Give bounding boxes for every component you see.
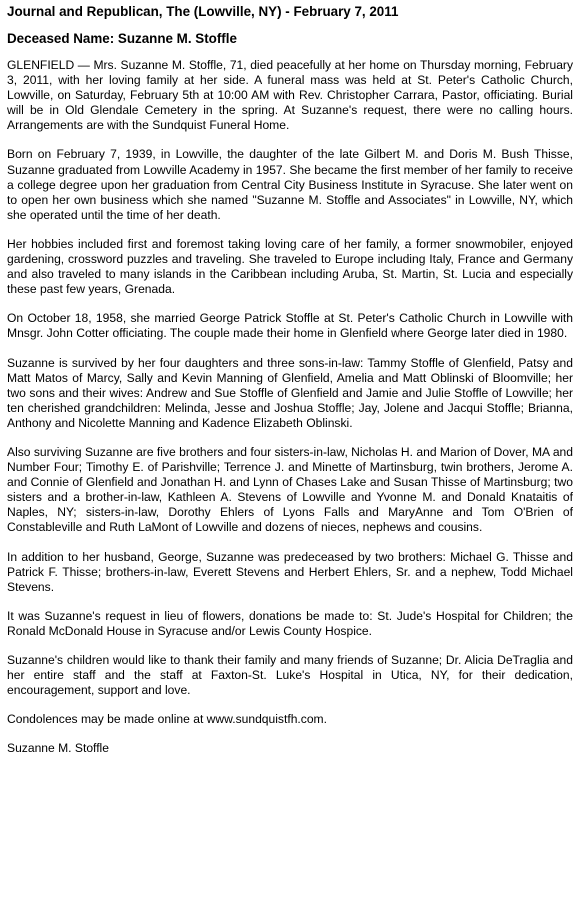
paragraph-condolences: Condolences may be made online at www.sundquistfh.com. [7, 712, 327, 727]
paragraph-donations: It was Suzanne's request in lieu of flowers, donations be made to: St. Jude's Hospital for Children; the Ronald McDonald House in Syracuse and/or Lewis County Hospice. [7, 608, 573, 638]
signature: Suzanne M. Stoffle [7, 741, 109, 756]
paragraph-hobbies: Her hobbies included first and foremost taking loving care of her family, a former snowmobiler, enjoyed gardening, crossword puzzles and traveling. She traveled to Europe including Italy, France and Germany and also traveled to many islands in the Caribbean including Aruba, St. Martin, St. Lucia and especially these past few years, Grenada. [7, 236, 573, 297]
paragraph-biography: Born on February 7, 1939, in Lowville, the daughter of the late Gilbert M. and Doris M. Bush Thisse, Suzanne graduated from Lowville Academy in 1957. She became the first member of her family to receive a college degree upon her graduation from Central City Business Institute in Syracuse. She later went on to open her own business which she named "Suzanne M. Stoffle and Associates" in Lowville, NY, which she operated until the time of her death. [7, 147, 574, 222]
deceased-name-heading: Deceased Name: Suzanne M. Stoffle [7, 31, 237, 46]
publication-title: Journal and Republican, The (Lowville, NY) - February 7, 2011 [7, 4, 399, 19]
paragraph-survived-by: Suzanne is survived by her four daughters and three sons-in-law: Tammy Stoffle of Glenfield, Patsy and Matt Matos of Marcy, Sally and Kevin Manning of Glenfield, Amelia and Matt Oblinski of Bloomville; her two sons and their wives: Andrew and Sue Stoffle of Glenfield and Jamie and Julie Stoffle of Lowville; her ten cherished grandchildren: Melinda, Jesse and Joshua Stoffle; Jay, Jolene and Jacqui Stoffle; Brianna, Anthony and Nicolette Manning and Kadence Elizabeth Oblinski. [7, 355, 573, 430]
paragraph-also-surviving: Also surviving Suzanne are five brothers and four sisters-in-law, Nicholas H. and Marion of Dover, MA and Number Four; Timothy E. of Parishville; Terrence J. and Minette of Martinsburg, twin brothers, Jerome A. and Connie of Glenfield and Jonathan H. and Lynn of Chases Lake and Susan Thisse of Martinsburg; two sisters and a brother-in-law, Kathleen A. Stevens of Lowville and Yvonne M. and Donald Knataitis of Naples, NY; sisters-in-law, Dorothy Ehlers of Lyons Falls and MaryAnne and Tom O'Brien of Constableville and Ruth LaMont of Lowville and dozens of nieces, nephews and cousins. [7, 444, 573, 535]
paragraph-marriage: On October 18, 1958, she married George Patrick Stoffle at St. Peter's Catholic Church in Lowville with Mnsgr. John Cotter officiating. The couple made their home in Glenfield where George later died in 1980. [7, 311, 573, 341]
obituary-body [7, 58, 573, 727]
paragraph-thanks: Suzanne's children would like to thank their family and many friends of Suzanne; Dr. Alicia DeTraglia and her entire staff and the staff at Faxton-St. Luke's Hospital in Utica, NY, for their dedication, encouragement, support and love. [7, 653, 573, 698]
paragraph-death-announcement: GLENFIELD — Mrs. Suzanne M. Stoffle, 71, died peacefully at her home on Thursday morning, February 3, 2011, with her loving family at her side. A funeral mass was held at St. Peter's Catholic Church, Lowville, on Saturday, February 5th at 10:00 AM with Rev. Christopher Carrara, Pastor, officiating. Burial will be in Old Glendale Cemetery in the spring. At Suzanne's request, there were no calling hours. Arrangements are with the Sundquist Funeral Home. [7, 58, 573, 133]
paragraph-predeceased: In addition to her husband, George, Suzanne was predeceased by two brothers: Michael G. Thisse and Patrick F. Thisse; brothers-in-law, Everett Stevens and Herbert Ehlers, Sr. and a nephew, Todd Michael Stevens. [7, 549, 573, 594]
